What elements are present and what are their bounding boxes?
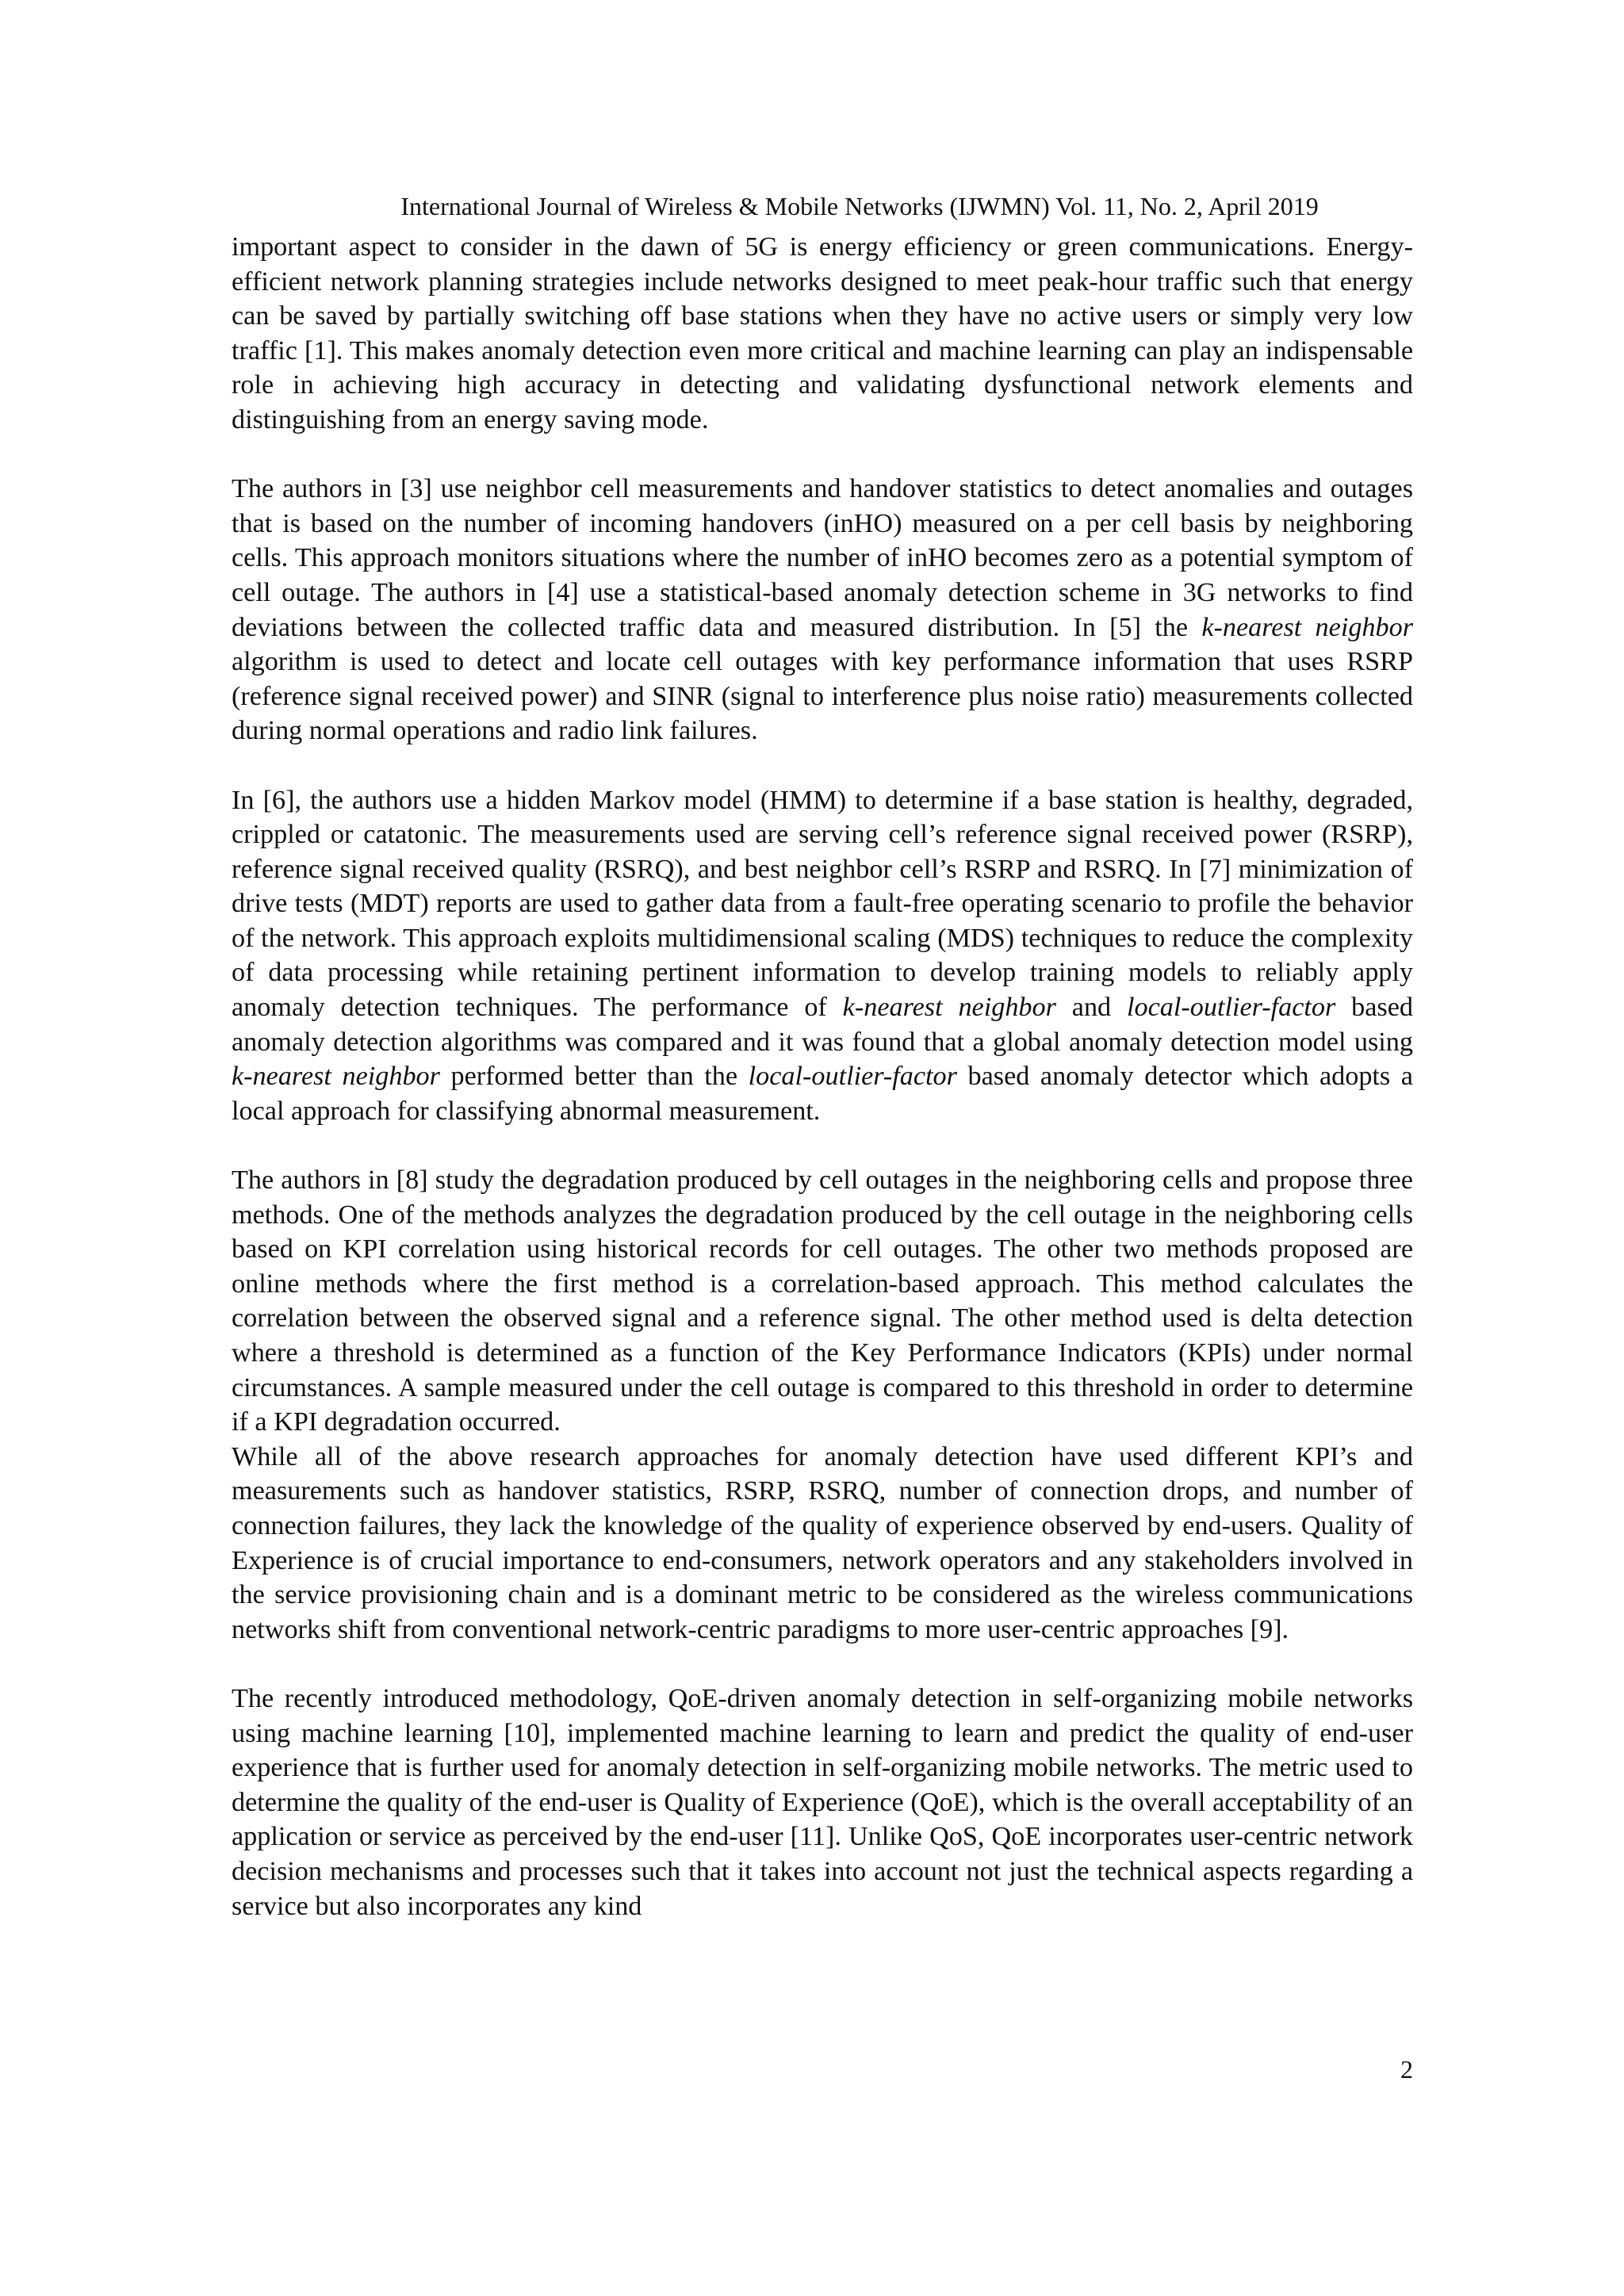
paragraph-2	[232, 472, 1413, 748]
italic-term-k-nearest-neighbor: k-nearest neighbor	[842, 993, 1056, 1023]
italic-term-k-nearest-neighbor: k-nearest neighbor	[232, 1062, 440, 1092]
paragraph-1-text: important aspect to consider in the dawn of 5G is energy efficiency or green communications. Energy-efficient network planning strategies include networks designed to meet peak-hour traffic such that energy can be saved by partially switching off base stations when they have no active users or simply very low traffic [1]. This makes anomaly detection even more critical and machine learning can play an indispensable role in achieving high accuracy in detecting and validating dysfunctional network elements and distinguishing from an energy saving mode.	[232, 232, 1413, 434]
paragraph-5-text: While all of the above research approaches for anomaly detection have used different KPI’s and measurements such as handover statistics, RSRP, RSRQ, number of connection drops, and number of connection failures, they lack the knowledge of the quality of experience observed by end-users. Quality of Experience is of crucial importance to end-consumers, network operators and any stakeholders involved in the service provisioning chain and is a dominant metric to be considered as the wireless communications networks shift from conventional network-centric paradigms to more user-centric approaches [9].	[232, 1441, 1413, 1644]
italic-term-local-outlier-factor: local-outlier-factor	[748, 1062, 957, 1092]
paragraph-3-text-c: based anomaly detection algorithms was compared and it was found that a global anomaly detection model using	[232, 993, 1413, 1057]
paragraph-6-text: The recently introduced methodology, QoE-driven anomaly detection in self-organizing mobile networks using machine learning [10], implemented machine learning to learn and predict the quality of end-user experience that is further used for anomaly detection in self-organizing mobile networks. The metric used to determine the quality of the end-user is Quality of Experience (QoE), which is the overall acceptability of an application or service as perceived by the end-user [11]. Unlike QoS, QoE incorporates user-centric network decision mechanisms and processes such that it takes into account not just the technical aspects regarding a service but also incorporates any kind	[232, 1683, 1413, 1921]
paragraph-6	[232, 1682, 1413, 1923]
paragraph-4	[232, 1163, 1413, 1440]
body-text	[232, 230, 1413, 1923]
paragraph-1	[232, 230, 1413, 438]
paragraph-2-text-b: algorithm is used to detect and locate cell outages with key performance information that uses RSRP (reference signal received power) and SINR (signal to interference plus noise ratio) measurements collected during normal operations and radio link failures.	[232, 647, 1413, 746]
page-number: 2	[1400, 2055, 1413, 2084]
paragraph-3-text-a: In [6], the authors use a hidden Markov model (HMM) to determine if a base station is healthy, degraded, crippled or catatonic. The measurements used are serving cell’s reference signal received power (RSRP), reference signal received quality (RSRQ), and best neighbor cell’s RSRP and RSRQ. In [7] minimization of drive tests (MDT) reports are used to gather data from a fault-free operating scenario to profile the behavior of the network. This approach exploits multidimensional scaling (MDS) techniques to reduce the complexity of data processing while retaining pertinent information to develop training models to reliably apply anomaly detection techniques. The performance of	[232, 785, 1413, 1023]
paragraph-3-text-b: and	[1055, 993, 1128, 1023]
italic-term-k-nearest-neighbor: k-nearest neighbor	[1201, 612, 1413, 642]
running-header: International Journal of Wireless & Mobile Networks (IJWMN) Vol. 11, No. 2, April 2019	[400, 192, 1319, 220]
paragraph-3-text-d: performed better than the	[439, 1062, 749, 1092]
paragraph-5	[232, 1440, 1413, 1647]
paragraph-3	[232, 783, 1413, 1129]
paragraph-2-text-a: The authors in [3] use neighbor cell measurements and handover statistics to detect anomalies and outages that is based on the number of incoming handovers (inHO) measured on a per cell basis by neighboring cells. This approach monitors situations where the number of inHO becomes zero as a potential symptom of cell outage. The authors in [4] use a statistical-based anomaly detection scheme in 3G networks to find deviations between the collected traffic data and measured distribution. In [5] the	[232, 474, 1413, 642]
italic-term-local-outlier-factor: local-outlier-factor	[1127, 993, 1336, 1023]
paragraph-4-text: The authors in [8] study the degradation produced by cell outages in the neighboring cells and propose three methods. One of the methods analyzes the degradation produced by the cell outage in the neighboring cells based on KPI correlation using historical records for cell outages. The other two methods proposed are online methods where the first method is a correlation-based approach. This method calculates the correlation between the observed signal and a reference signal. The other method used is delta detection where a threshold is determined as a function of the Key Performance Indicators (KPIs) under normal circumstances. A sample measured under the cell outage is compared to this threshold in order to determine if a KPI degradation occurred.	[232, 1165, 1413, 1437]
paragraph-3-text-e: based anomaly detector which adopts a local approach for classifying abnormal measurement.	[232, 1062, 1413, 1126]
